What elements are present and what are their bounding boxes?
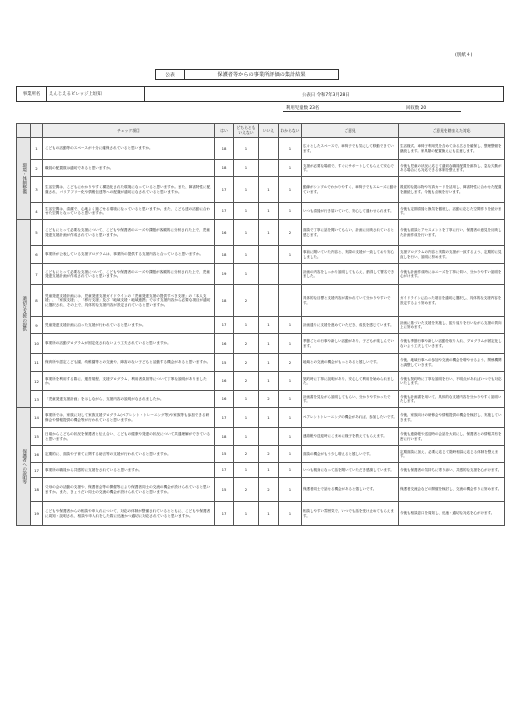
header-no: いいえ (259, 124, 279, 138)
row-number: 17 (31, 463, 43, 478)
table-row (17, 334, 505, 354)
count-yes: 16 (215, 334, 234, 354)
table-row (17, 502, 505, 526)
count-unknown: 1 (279, 428, 302, 446)
count-neutral: 1 (234, 264, 259, 285)
response-cell: 今後、地域行事への参加や交流の機会を増やせるよう、関係機関と調整していきます。 (399, 354, 505, 372)
count-neutral: 1 (234, 463, 259, 478)
count-yes: 17 (215, 408, 234, 428)
check-item: 職員の配置数は適切であると思いますか。 (43, 160, 215, 177)
check-item: 生活空間は、清潔で、心地よく過ごせる環境になっていると思いますか。また、こども達の活動に合わせた空間となっていると思いますか。 (43, 203, 215, 220)
row-number: 10 (31, 334, 43, 354)
opinion-cell: 計画書を見ながら説明してもらい、分かりやすかったです。 (302, 391, 399, 408)
row-number: 2 (31, 160, 43, 177)
check-item: 「児童発達支援計画」を示しながら、支援内容の説明がなされましたか。 (43, 391, 215, 408)
count-yes: 17 (215, 463, 234, 478)
count-yes: 17 (215, 203, 234, 220)
facility-label: 事業所名 (17, 87, 47, 101)
count-unknown: 1 (279, 138, 302, 160)
opinion-cell: 広々としたスペースで、車椅子でも気にして移動できています。 (302, 138, 399, 160)
count-yes: 16 (215, 372, 234, 391)
count-unknown: 2 (279, 220, 302, 246)
count-unknown: 1 (279, 372, 302, 391)
public-label: 公表 (155, 69, 185, 80)
count-no: 1 (259, 408, 279, 428)
collected-count: 回収数 20 (406, 106, 427, 111)
table-row (17, 177, 505, 203)
count-neutral: 1 (234, 502, 259, 526)
table-row (17, 354, 505, 372)
check-item: 日頃からこどもの状況を保護者と伝え合い、こどもの健康や発達の状況について共通理解ができていると思いますか。 (43, 428, 215, 446)
response-cell: 生活様式、車椅子利用児を含めて余る広さを確保し、整理整頓を継続します。家具類の配置換えにも注意します。 (399, 138, 505, 160)
opinion-cell: 面談の機会がもう少し増えると嬉しいです。 (302, 446, 399, 463)
count-neutral: 1 (234, 220, 259, 246)
row-number: 13 (31, 391, 43, 408)
opinion-cell: 計画通りに支援を進めていただき、成長を感じています。 (302, 317, 399, 334)
response-cell: 今後も相談窓口を周知し、迅速・適切な対応を心がけます。 (399, 502, 505, 526)
section-label: 保護者への説明等 (17, 408, 31, 526)
response-cell: 今後も保護者の気持ちに寄り添い、共感的な支援を心がけます。 (399, 463, 505, 478)
count-no (259, 160, 279, 177)
response-cell: 支援プログラムの内容と実際の支援が一致するよう、定期的に見直しを行い、説明に努めます。 (399, 246, 505, 264)
response-cell: 視覚的な掲示物や写真カードを活用し、障害特性に合わせた配慮を継続します。今後も点検を行います。 (399, 177, 505, 203)
table-row (17, 391, 505, 408)
count-neutral: 1 (234, 428, 259, 446)
opinion-cell: 連絡帳や送迎時にこまめに様子を教えてもらえます。 (302, 428, 399, 446)
count-yes: 17 (215, 502, 234, 526)
row-number: 6 (31, 246, 43, 264)
count-yes: 18 (215, 138, 234, 160)
header-neutral: どちらとも いえない (234, 124, 259, 138)
table-row (17, 246, 505, 264)
count-no: 1 (259, 203, 279, 220)
row-number: 3 (31, 177, 43, 203)
count-neutral: 1 (234, 317, 259, 334)
section-label: 環境・体制整備 (17, 138, 31, 220)
check-item: こどもにとって必要な支援について、こどもや保護者のニーズや課題が客観的に分析された上で、児童発達支援計画が作成されていると思いますか。 (43, 264, 215, 285)
count-yes: 18 (215, 160, 234, 177)
table-row (17, 372, 505, 391)
respondents: 利用児童数 23名 (286, 106, 320, 111)
count-no (259, 428, 279, 446)
count-neutral: 1 (234, 160, 259, 177)
table-header (17, 124, 505, 138)
check-item: 児童発達支援計画には、児童発達支援ガイドラインの「児童発達支援の提供すべき支援」の「本人支援」、「家族支援」、「移行支援」及び「地域支援・地域連携」で示す支援内容から必要な項目が適切に選択され、その上で、具体的な支援内容が設定されていると思いますか。 (43, 285, 215, 317)
check-item: 生活空間は、こどもにわかりやすく構造化された環境になっていると思いますか。また、障害特性に配慮され、バリアフリー化や情報伝達等への配慮が適切になされていると思いますか。 (43, 177, 215, 203)
header-unknown: わからない (279, 124, 302, 138)
count-no: 1 (259, 463, 279, 478)
section-label: 適切な支援の提供 (17, 220, 31, 408)
table-row (17, 446, 505, 463)
opinion-cell: 支援が必要な場面で、すぐにサポートしてもらえて安心です。 (302, 160, 399, 177)
check-item: 事業所の職員から共感的に支援をされていると思いますか。 (43, 463, 215, 478)
count-yes: 15 (215, 354, 234, 372)
count-yes: 15 (215, 478, 234, 502)
count-unknown: 1 (279, 160, 302, 177)
header-yes: はい (215, 124, 234, 138)
count-neutral: 1 (234, 203, 259, 220)
check-item: 事業所が公表している支援プログラムは、事業所の提供する支援内容と合っていると思いますか。 (43, 246, 215, 264)
table-row (17, 285, 505, 317)
count-unknown: 1 (279, 317, 302, 334)
row-number: 1 (31, 138, 43, 160)
check-item: 定期的に、面談や子育てに関する助言等の支援が行われていると思いますか。 (43, 446, 215, 463)
check-item: こどもにとって必要な支援について、こどもや保護者のニーズや課題が客観的に分析された上で、児童発達支援計画が作成されていると思いますか。 (43, 220, 215, 246)
table-row (17, 138, 505, 160)
count-yes: 16 (215, 391, 234, 408)
count-no: 1 (259, 502, 279, 526)
count-unknown: 2 (279, 354, 302, 372)
row-number: 16 (31, 446, 43, 463)
count-no: 1 (259, 317, 279, 334)
row-number: 8 (31, 285, 43, 317)
count-unknown: 1 (279, 408, 302, 428)
page-title: 保護者等からの事業所評価の集計結果 (185, 69, 339, 80)
count-neutral: 2 (234, 446, 259, 463)
count-neutral: 1 (234, 408, 259, 428)
count-unknown: 1 (279, 463, 302, 478)
check-item: 児童発達支援計画に沿った支援が行われていると思いますか。 (43, 317, 215, 334)
response-cell: 今後も計画書を用いて、具体的な支援内容を分かりやすく説明いたします。 (399, 391, 505, 408)
count-unknown: 1 (279, 391, 302, 408)
table-row (17, 203, 505, 220)
count-unknown: 1 (279, 502, 302, 526)
header-response: ご意見を踏まえた対応 (399, 124, 505, 138)
header-opinion: ご意見 (302, 124, 399, 138)
opinion-cell: 事前に聞いていた内容と、実際の支援が一致しており安心しました。 (302, 246, 399, 264)
count-neutral: 1 (234, 138, 259, 160)
check-item: 事業所を利用する際に、運営規程、支援プログラム、利用者負担等について丁寧な説明がありましたか。 (43, 372, 215, 391)
table-row (17, 220, 505, 246)
count-unknown: 1 (279, 203, 302, 220)
header-item: チェック項目 (43, 124, 215, 138)
count-unknown (279, 285, 302, 317)
response-cell: ガイドラインに沿った項目を適切に選択し、具体的な支援内容を設定するよう努めます。 (399, 285, 505, 317)
count-no: 1 (259, 177, 279, 203)
opinion-cell: 相談しやすい雰囲気で、いつでも話を受け止めてもらえます。 (302, 502, 399, 526)
opinion-cell: 契約時に丁寧に説明があり、安心して利用を始められました。 (302, 372, 399, 391)
header-blank (31, 124, 43, 138)
count-no: 2 (259, 391, 279, 408)
check-item: 事業所では、家族に対して家族支援プログラム(ペアレント・トレーニング等)や家族等も参加できる研修会や情報提供の機会等が行われていると思いますか。 (43, 408, 215, 428)
opinion-cell: 面談で丁寧に話を聞いてもらい、計画に反映されていると感じます。 (302, 220, 399, 246)
count-no: 2 (259, 478, 279, 502)
count-unknown: 1 (279, 478, 302, 502)
row-number: 7 (31, 264, 43, 285)
evaluation-table (16, 123, 505, 526)
table-row (17, 317, 505, 334)
count-no: 1 (259, 372, 279, 391)
check-item: 事業所の活動プログラムが固定化されないよう工夫されていると思いますか。 (43, 334, 215, 354)
count-yes: 19 (215, 264, 234, 285)
count-neutral: 2 (234, 372, 259, 391)
count-no: 2 (259, 446, 279, 463)
opinion-cell: いつも親身になって話を聞いていただき感謝しています。 (302, 463, 399, 478)
count-neutral: 1 (234, 391, 259, 408)
opinion-cell: ペアレントトレーニングの機会があれば、参加したいです。 (302, 408, 399, 428)
check-item: 保育所や認定こども園、幼稚園等との交流や、障害のない子どもと活動する機会があると思いますか。 (43, 354, 215, 372)
row-number: 12 (31, 372, 43, 391)
count-neutral: 2 (234, 334, 259, 354)
response-cell: 今後も契約時に丁寧な説明を行い、不明点があればいつでも対応いたします。 (399, 372, 505, 391)
row-number: 18 (31, 478, 43, 502)
facility-name: えんじえるビレッジ上垣知 (47, 87, 145, 101)
count-no (259, 138, 279, 160)
check-item: こどもや保護者からの相談や申入れについて、対応の体制が整備されているとともに、こどもや保護者に周知・説明され、相談や申入れをした際に迅速かつ適切に対応されていると思いますか。 (43, 502, 215, 526)
count-neutral: 2 (234, 354, 259, 372)
row-number: 14 (31, 408, 43, 428)
count-neutral: 2 (234, 478, 259, 502)
count-unknown: 1 (279, 246, 302, 264)
count-no: 1 (259, 354, 279, 372)
row-number: 19 (31, 502, 43, 526)
opinion-cell: 保護者同士で話せる機会があると嬉しいです。 (302, 478, 399, 502)
document-id: (別紙４) (455, 53, 473, 58)
table-row (17, 408, 505, 428)
count-yes: 18 (215, 285, 234, 317)
count-yes: 17 (215, 317, 234, 334)
row-number: 9 (31, 317, 43, 334)
publish-date: 公表日 令和7年3月28日 (302, 93, 350, 98)
opinion-cell: 季節ごとの行事や新しい活動があり、子どもが楽しんでいます。 (302, 334, 399, 354)
count-yes: 18 (215, 428, 234, 446)
response-cell: 今後も児童の状況に応じて適切な職員配置を維持し、急な欠勤がある場合にも対応できる体制を整えます。 (399, 160, 505, 177)
response-cell: 保護者交流会などの開催を検討し、交流の機会作りに努めます。 (399, 478, 505, 502)
table-row (17, 160, 505, 177)
response-cell: 計画に基づいた支援を実施し、振り返りを行いながら支援の質向上に努めます。 (399, 317, 505, 334)
count-yes: 18 (215, 246, 234, 264)
table-row (17, 478, 505, 502)
count-unknown (279, 264, 302, 285)
count-yes: 15 (215, 446, 234, 463)
counts-underline (283, 111, 461, 112)
response-cell: 今後も面談とアセスメントを丁寧に行い、保護者の意見を反映した計画作成を行います。 (399, 220, 505, 246)
count-unknown: 1 (279, 334, 302, 354)
response-cell: 今後も定期清掃と換気を徹底し、活動に応じた空間作りを続けます。 (399, 203, 505, 220)
row-number: 11 (31, 354, 43, 372)
count-neutral: 1 (234, 177, 259, 203)
opinion-cell: 具体的な目標と支援内容が書かれていて分かりやすいです。 (302, 285, 399, 317)
opinion-cell: 動線がシンプルでわかりやすく、車椅子でもスムーズに動けています。 (302, 177, 399, 203)
response-cell: 定期面談に加え、必要に応じて随時相談に応じる体制を整えます。 (399, 446, 505, 463)
response-cell: 今後も季節行事や新しい活動を取り入れ、プログラムが固定化しないよう工夫していきます。 (399, 334, 505, 354)
count-yes: 16 (215, 220, 234, 246)
count-neutral: 1 (234, 246, 259, 264)
check-item: こどもの活動等のスペースが十分に確保されていると思いますか。 (43, 138, 215, 160)
row-number: 5 (31, 220, 43, 246)
count-no: 1 (259, 220, 279, 246)
count-no (259, 264, 279, 285)
opinion-cell: 地域との交流の機会がもっとあると嬉しいです。 (302, 354, 399, 372)
count-no (259, 246, 279, 264)
count-neutral: 2 (234, 285, 259, 317)
table-row (17, 428, 505, 446)
response-cell: 今後も計画作成時にはニーズを丁寧に伺い、分かりやすい説明を心がけます。 (399, 264, 505, 285)
row-number: 15 (31, 428, 43, 446)
survey-counts (16, 104, 504, 111)
count-unknown: 1 (279, 446, 302, 463)
count-no: 1 (259, 334, 279, 354)
facility-info (16, 86, 504, 102)
count-yes: 17 (215, 177, 234, 203)
check-item: 父母の会の活動の支援や、保護者会等の開催等により保護者同士の交流の機会が設けられていると思いますか。また、きょうだい同士の交流の機会が設けられていると思いますか。 (43, 478, 215, 502)
opinion-cell: いつも清掃が行き届いていて、安心して通わせられます。 (302, 203, 399, 220)
count-unknown: 1 (279, 177, 302, 203)
opinion-cell: 計画の内容をしっかり説明してもらえ、納得して署名できました。 (302, 264, 399, 285)
response-cell: 今後も連絡帳や送迎時の会話を大切にし、保護者との情報共有を密に行います。 (399, 428, 505, 446)
table-row (17, 264, 505, 285)
response-cell: 今後、家族向けの研修会や情報提供の機会を検討し、実施していきます。 (399, 408, 505, 428)
table-row (17, 463, 505, 478)
row-number: 4 (31, 203, 43, 220)
count-no (259, 285, 279, 317)
header-blank (17, 124, 31, 138)
